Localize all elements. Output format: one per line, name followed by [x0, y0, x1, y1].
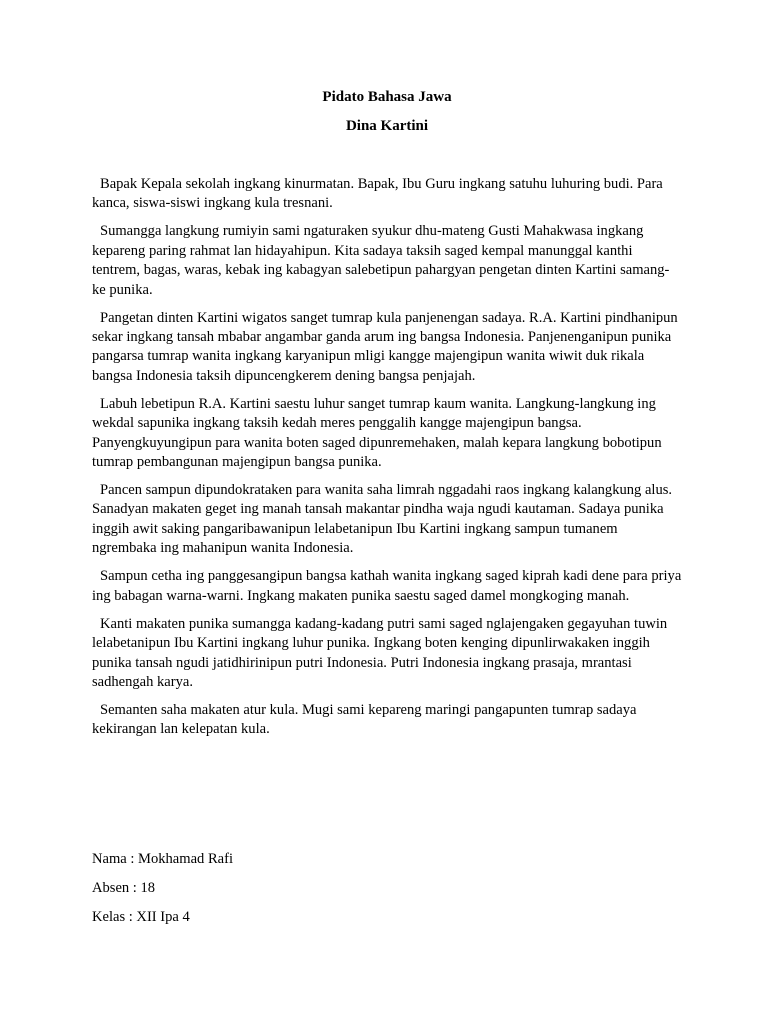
paragraph-1: Bapak Kepala sekolah ingkang kinurmatan. Bapak, Ibu Guru ingkang satuhu luhuring budi. Para kanca, siswa-siswi ingkang kula tresnani.	[92, 176, 663, 212]
paragraph-6: Sampun cetha ing panggesangipun bangsa kathah wanita ingkang saged kiprah kadi dene para priya ing babagan warna-warni. Ingkang makaten punika saestu saged damel mongkoging manah.	[92, 568, 682, 604]
paragraph-3: Pangetan dinten Kartini wigatos sanget tumrap kula panjenengan sadaya. R.A. Kartini pindhanipun sekar ingkang tansah mbabar angambar ganda arum ing bangsa Indonesia. Panjenenganipun punika pangarsa tumrap wanita ingkang karyanipun mligi kangge majengipun wanita wiwit duk rikala bangsa Indonesia taksih dipuncengkerem dening bangsa penjajah.	[92, 309, 678, 384]
author-info	[92, 850, 492, 937]
paragraph-5: Pancen sampun dipundokrataken para wanita saha limrah nggadahi raos ingkang kalangkung alus. Sanadyan makaten geget ing manah tansah makantar pindha waja ngudi kautaman. Sadaya punika inggih awit saking pangaribawanipun lelabetanipun Ibu Kartini ingkang sampun tumanem ngrembaka ing mahanipun wanita Indonesia.	[92, 482, 673, 557]
paragraph-2: Sumangga langkung rumiyin sami ngaturaken syukur dhu-mateng Gusti Mahakwasa ingkang kepareng paring rahmat lan hidayahipun. Kita sadaya taksih saged kempal manunggal kanthi tentrem, bagas, waras, kebak ing kabagyan salebetipun pahargyan pengetan dinten Kartini samang-ke punika.	[92, 223, 670, 298]
paragraph-4: Labuh lebetipun R.A. Kartini saestu luhur sanget tumrap kaum wanita. Langkung-langkung ing wekdal sapunika ingkang taksih kedah meres penggalih kangge majengipun bangsa. Panyengkuyungipun para wanita boten saged dipunremehaken, malah kepara langkung bobotipun tumrap pembangunan majengipun bangsa punika.	[92, 395, 662, 471]
document-subtitle: Dina Kartini	[345, 118, 429, 134]
author-name: Nama : Mokhamad Rafi	[92, 851, 233, 867]
document-title: Pidato Bahasa Jawa	[322, 89, 452, 105]
author-class: Kelas : XII Ipa 4	[92, 909, 190, 925]
paragraph-7: Kanti makaten punika sumangga kadang-kadang putri sami saged nglajengaken gegayuhan tuwin lelabetanipun Ibu Kartini ingkang luhur punika. Ingkang boten kenging dipunlirwakaken inggih punika tansah ngudi jatidhirinipun putri Indonesia. Putri Indonesia ingkang prasaja, mrantasi sadhengah karya.	[92, 615, 668, 690]
speech-body	[92, 175, 682, 748]
paragraph-8: Semanten saha makaten atur kula. Mugi sami kepareng maringi pangapunten tumrap sadaya kekirangan lan kelepatan kula.	[92, 701, 637, 738]
author-absen: Absen : 18	[92, 880, 156, 896]
